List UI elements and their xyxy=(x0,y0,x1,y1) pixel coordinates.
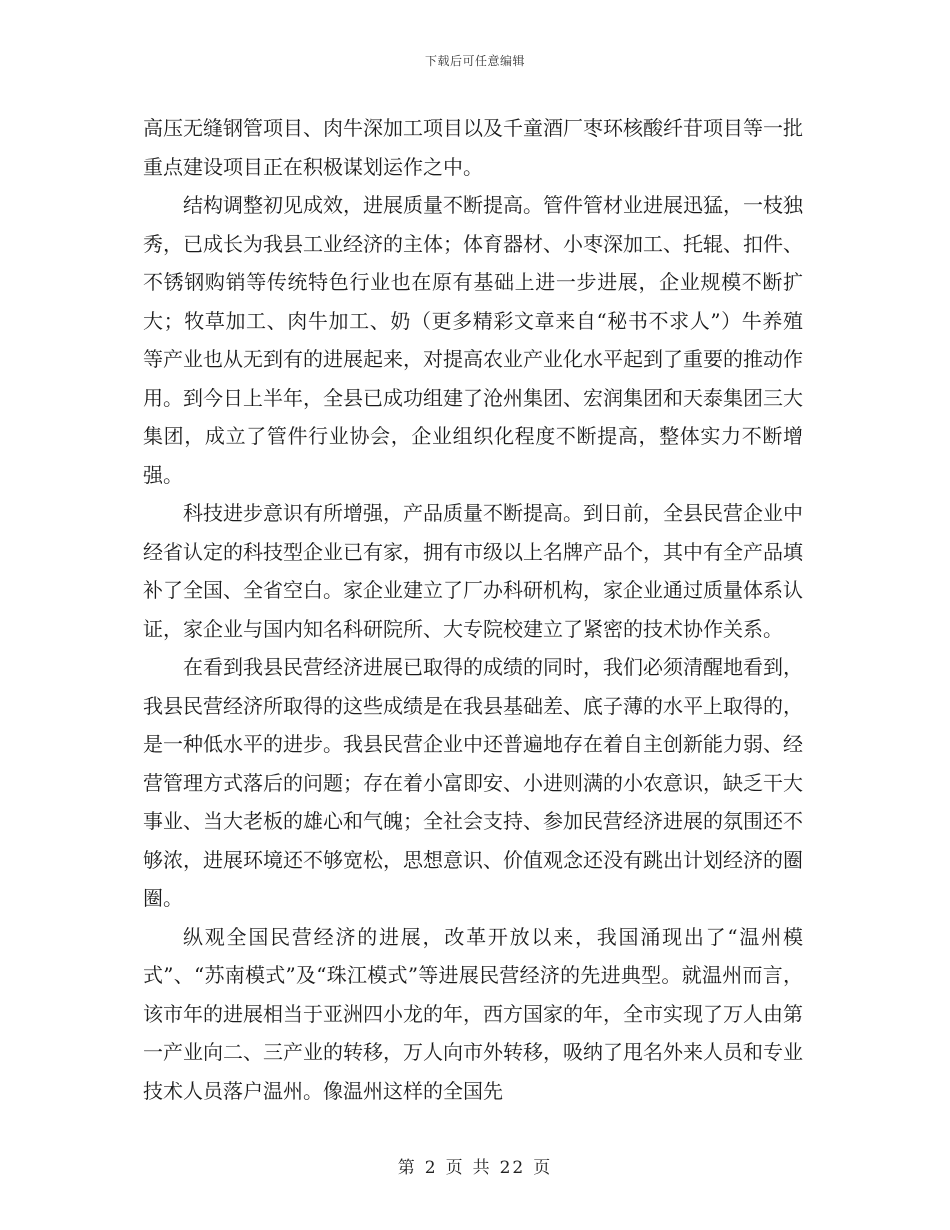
page-header: 下载后可任意编辑 xyxy=(424,54,525,68)
document-body xyxy=(143,109,803,1110)
footer-prefix: 第 xyxy=(397,1158,417,1178)
paragraph-1: 高压无缝钢管项目、肉牛深加工项目以及千童酒厂枣环核酸纤苷项目等一批重点建设项目正在积极谋划运作之中。 xyxy=(143,116,803,179)
footer-page-word: 页 xyxy=(445,1158,465,1178)
footer-total-pages: 22 xyxy=(499,1158,526,1178)
paragraph-3: 科技进步意识有所增强，产品质量不断提高。到日前，全县民营企业中经省认定的科技型企业已有家，拥有市级以上名牌产品个，其中有全产品填补了全国、全省空白。家企业建立了厂办科研机构，家企业通过质量体系认证，家企业与国内知名科研院所、大专院校建立了紧密的技术协作关系。 xyxy=(143,501,803,641)
footer-page-number: 2 xyxy=(424,1158,438,1178)
page-footer xyxy=(0,1153,950,1178)
footer-total-word: 共 xyxy=(472,1158,492,1178)
paragraph-2: 结构调整初见成效，进展质量不断提高。管件管材业进展迅猛，一枝独秀，已成长为我县工业经济的主体；体育器材、小枣深加工、托辊、扣件、不锈钢购销等传统特色行业也在原有基础上进一步进展，企业规模不断扩大；牧草加工、肉牛加工、奶（更多精彩文章来自“秘书不求人”）牛养殖等产业也从无到有的进展起来，对提高农业产业化水平起到了重要的推动作用。到今日上半年，全县已成功组建了沧州集团、宏润集团和天泰集团三大集团，成立了管件行业协会，企业组织化程度不断提高，整体实力不断增强。 xyxy=(143,193,803,487)
paragraph-5: 纵观全国民营经济的进展，改革开放以来，我国涌现出了“温州模式”、“苏南模式”及“珠江模式”等进展民营经济的先进典型。就温州而言，该市年的进展相当于亚洲四小龙的年，西方国家的年，全市实现了万人由第一产业向二、三产业的转移，万人向市外转移，吸纳了甩名外来人员和专业技术人员落户温州。像温州这样的全国先 xyxy=(143,924,803,1103)
paragraph-4: 在看到我县民营经济进展已取得的成绩的同时，我们必须清醒地看到，我县民营经济所取得的这些成绩是在我县基础差、底子薄的水平上取得的，是一种低水平的进步。我县民营企业中还普遍地存在着自主创新能力弱、经营管理方式落后的问题；存在着小富即安、小进则满的小农意识，缺乏干大事业、当大老板的雄心和气魄；全社会支持、参加民营经济进展的氛围还不够浓，进展环境还不够宽松，思想意识、价值观念还没有跳出计划经济的圈圈。 xyxy=(143,655,803,910)
footer-suffix: 页 xyxy=(533,1158,553,1178)
